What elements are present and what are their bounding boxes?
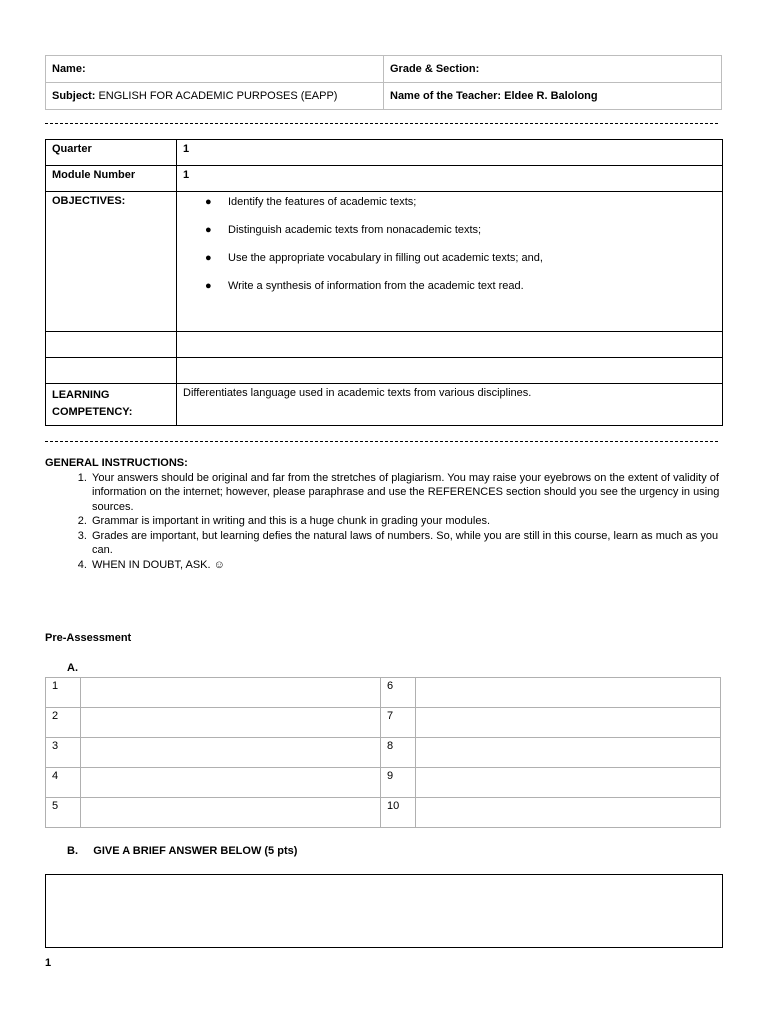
instructions-title: GENERAL INSTRUCTIONS: bbox=[45, 457, 188, 469]
instruction-item: 1. Your answers should be original and far from the stretches of plagiarism. You may raise your eyebrows on the extent of validity of information on the internet; however, please paraphrase and use the REFERENCES section should you see the urgency in using sources. bbox=[90, 471, 725, 515]
subject-label: Subject: bbox=[52, 90, 96, 102]
objectives-label: OBJECTIVES: bbox=[46, 192, 177, 332]
part-b-label: B. GIVE A BRIEF ANSWER BELOW (5 pts) bbox=[67, 845, 298, 857]
bullet-icon: ● bbox=[205, 252, 212, 264]
teacher-label: Name of the Teacher: Eldee R. Balolong bbox=[390, 90, 598, 102]
table-row: 5 10 bbox=[46, 798, 721, 828]
table-row: 3 8 bbox=[46, 738, 721, 768]
general-instructions bbox=[45, 456, 725, 572]
empty-cell bbox=[177, 332, 723, 358]
table-row: 2 7 bbox=[46, 708, 721, 738]
divider-line bbox=[45, 123, 718, 124]
instructions-list bbox=[45, 471, 725, 573]
pre-assessment-title: Pre-Assessment bbox=[45, 632, 132, 644]
teacher-field bbox=[384, 83, 722, 110]
answer-cell[interactable] bbox=[416, 738, 721, 768]
subject-field bbox=[46, 83, 384, 110]
bullet-icon: ● bbox=[205, 224, 212, 236]
answer-cell[interactable] bbox=[416, 708, 721, 738]
name-field[interactable] bbox=[46, 56, 384, 83]
objective-item: ● Distinguish academic texts from nonacademic texts; bbox=[205, 224, 482, 236]
objectives-cell bbox=[177, 192, 723, 332]
name-label: Name: bbox=[52, 63, 86, 75]
answer-cell[interactable] bbox=[416, 678, 721, 708]
part-a-label: A. bbox=[67, 662, 78, 674]
pre-assessment-grid bbox=[45, 677, 721, 828]
quarter-value: 1 bbox=[177, 140, 723, 166]
grade-section-label: Grade & Section: bbox=[390, 63, 480, 75]
answer-cell[interactable] bbox=[416, 768, 721, 798]
bullet-icon: ● bbox=[205, 280, 212, 292]
answer-cell[interactable] bbox=[416, 798, 721, 828]
empty-cell bbox=[46, 358, 177, 384]
answer-cell[interactable] bbox=[81, 768, 381, 798]
empty-cell bbox=[177, 358, 723, 384]
answer-cell[interactable] bbox=[81, 678, 381, 708]
quarter-label: Quarter bbox=[46, 140, 177, 166]
objective-item: ● Use the appropriate vocabulary in filling out academic texts; and, bbox=[205, 252, 543, 264]
module-table bbox=[45, 139, 723, 426]
objectives-list bbox=[183, 195, 716, 307]
answer-cell[interactable] bbox=[81, 708, 381, 738]
instruction-item: 2. Grammar is important in writing and this is a huge chunk in grading your modules. bbox=[90, 514, 725, 529]
divider-line bbox=[45, 441, 718, 442]
instruction-item: 3. Grades are important, but learning defies the natural laws of numbers. So, while you are still in this course, learn as much as you can. bbox=[90, 529, 725, 558]
page-number: 1 bbox=[45, 957, 52, 969]
answer-cell[interactable] bbox=[81, 798, 381, 828]
bullet-icon: ● bbox=[205, 196, 212, 208]
answer-cell[interactable] bbox=[81, 738, 381, 768]
learning-competency-label: LEARNING COMPETENCY: bbox=[46, 384, 177, 426]
brief-answer-box[interactable] bbox=[45, 874, 723, 948]
objective-item: ● Identify the features of academic texts; bbox=[205, 196, 417, 208]
objective-item: ● Write a synthesis of information from the academic text read. bbox=[205, 280, 524, 292]
module-number-label: Module Number bbox=[46, 166, 177, 192]
empty-cell bbox=[46, 332, 177, 358]
module-number-value: 1 bbox=[177, 166, 723, 192]
header-table bbox=[45, 55, 722, 110]
grade-section-field[interactable] bbox=[384, 56, 722, 83]
table-row: 1 6 bbox=[46, 678, 721, 708]
learning-competency-value: Differentiates language used in academic texts from various disciplines. bbox=[177, 384, 723, 426]
table-row: 4 9 bbox=[46, 768, 721, 798]
subject-value: ENGLISH FOR ACADEMIC PURPOSES (EAPP) bbox=[98, 90, 338, 102]
instruction-item: 4. WHEN IN DOUBT, ASK. ☺ bbox=[90, 558, 725, 573]
